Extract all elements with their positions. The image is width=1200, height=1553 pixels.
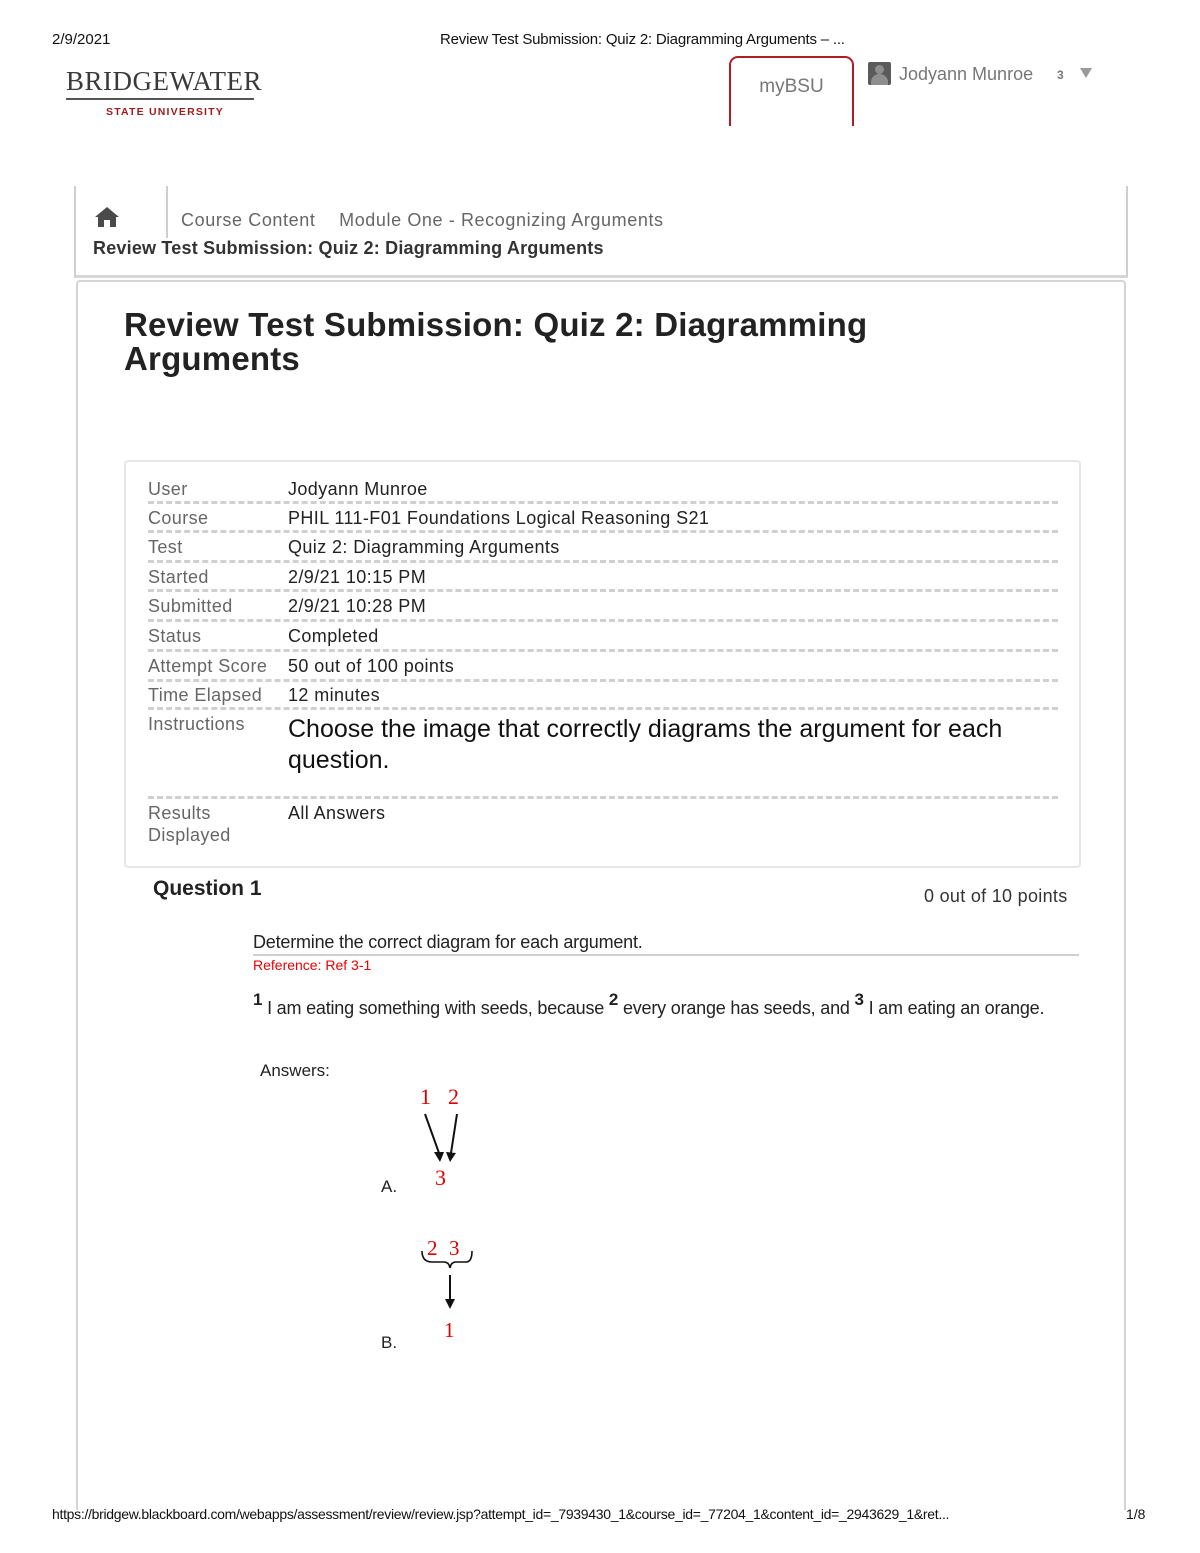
diagram-node: 1	[420, 1084, 431, 1109]
claim-text: I am eating something with seeds, because	[262, 998, 609, 1018]
logo-subtitle: STATE UNIVERSITY	[106, 106, 224, 118]
logo-wordmark: BRIDGEWATER	[66, 66, 262, 96]
answer-b-diagram[interactable]	[416, 1237, 476, 1347]
info-row-started	[148, 566, 1058, 592]
info-label: User	[148, 479, 188, 499]
breadcrumb-module-one[interactable]: Module One - Recognizing Arguments	[339, 210, 664, 230]
info-label: Course	[148, 508, 209, 528]
info-row-attempt-score	[148, 655, 1058, 682]
page-title: Review Test Submission: Quiz 2: Diagramming Arguments	[124, 306, 868, 377]
diagram-node: 1	[444, 1318, 455, 1342]
claim-number: 3	[854, 990, 864, 1009]
print-url: https://bridgew.blackboard.com/webapps/assessment/review/review.jsp?attempt_id=_7939430_1&course_id=_77204_1&content_id=_2943629_1&ret...	[52, 1506, 950, 1522]
main-content	[76, 280, 1126, 1510]
info-value: 2/9/21 10:28 PM	[288, 596, 427, 616]
diagram-node: 2	[427, 1237, 438, 1260]
print-page-title: Review Test Submission: Quiz 2: Diagramming Arguments – ...	[440, 31, 845, 48]
home-icon[interactable]	[94, 206, 120, 228]
info-value: All Answers	[288, 803, 386, 823]
arrow-head-icon	[434, 1152, 444, 1162]
info-row-submitted	[148, 595, 1058, 622]
question-title: Question 1	[153, 877, 262, 900]
arrow-head-icon	[445, 1299, 455, 1309]
breadcrumb-divider	[166, 186, 168, 238]
claim-number: 1	[253, 990, 263, 1009]
info-value: 12 minutes	[288, 685, 381, 705]
breadcrumb-current: Review Test Submission: Quiz 2: Diagramming Arguments	[93, 238, 604, 258]
info-label: Attempt Score	[148, 656, 268, 676]
arrow-head-icon	[446, 1152, 456, 1162]
info-row-status	[148, 625, 1058, 652]
arrow-line	[425, 1114, 439, 1153]
submission-info-table	[124, 460, 1081, 868]
breadcrumb-course-content[interactable]: Course Content	[181, 210, 316, 230]
question-prompt: Determine the correct diagram for each argument.	[253, 932, 1079, 956]
info-value: 2/9/21 10:15 PM	[288, 567, 427, 587]
info-value: PHIL 111-F01 Foundations Logical Reasoning S21	[288, 508, 710, 528]
claim-number: 2	[608, 990, 619, 1009]
info-label: Submitted	[148, 596, 233, 616]
instructions-text: Choose the image that correctly diagrams the argument for each question.	[288, 715, 1003, 774]
arrow-line	[451, 1114, 457, 1153]
info-label: Time Elapsed	[148, 685, 263, 705]
claim-text: every orange has seeds, and	[618, 998, 855, 1018]
notification-count-badge[interactable]: 3	[1057, 68, 1064, 82]
print-date: 2/9/2021	[52, 31, 111, 48]
answer-a-letter: A.	[381, 1177, 398, 1196]
logo-rule	[66, 98, 254, 100]
question-points: 0 out of 10 points	[924, 886, 1068, 906]
tab-mybsu[interactable]	[729, 56, 854, 126]
print-page-number: 1/8	[1126, 1506, 1146, 1522]
info-row-time-elapsed	[148, 684, 1058, 710]
claim-text: I am eating an orange.	[863, 998, 1045, 1018]
tab-mybsu-label: myBSU	[759, 76, 824, 97]
diagram-node: 3	[435, 1165, 446, 1190]
diagram-node: 2	[448, 1084, 459, 1109]
info-value: Quiz 2: Diagramming Arguments	[288, 537, 560, 557]
info-label: Test	[148, 537, 183, 557]
info-row-user	[148, 478, 1058, 504]
question-reference: Reference: Ref 3-1	[253, 957, 372, 973]
avatar[interactable]	[868, 62, 891, 85]
breadcrumb	[74, 186, 1128, 278]
answer-a-diagram[interactable]	[408, 1082, 478, 1192]
answer-b-letter: B.	[381, 1333, 398, 1352]
info-value: 50 out of 100 points	[288, 656, 455, 676]
info-row-test	[148, 536, 1058, 563]
user-name-link[interactable]: Jodyann Munroe	[899, 64, 1034, 84]
info-label: Instructions	[148, 714, 245, 734]
question-statement	[253, 990, 1063, 1019]
info-value: Jodyann Munroe	[288, 479, 428, 499]
info-label: Started	[148, 567, 209, 587]
info-value: Completed	[288, 626, 379, 646]
info-row-instructions	[148, 713, 1058, 799]
info-row-course	[148, 507, 1058, 533]
diagram-node: 3	[449, 1237, 460, 1260]
answers-label: Answers:	[260, 1061, 330, 1080]
info-row-results-displayed	[148, 802, 1058, 850]
university-logo[interactable]	[66, 66, 262, 118]
info-label: Results Displayed	[148, 803, 231, 845]
chevron-down-icon[interactable]	[1080, 68, 1092, 78]
info-label: Status	[148, 626, 202, 646]
